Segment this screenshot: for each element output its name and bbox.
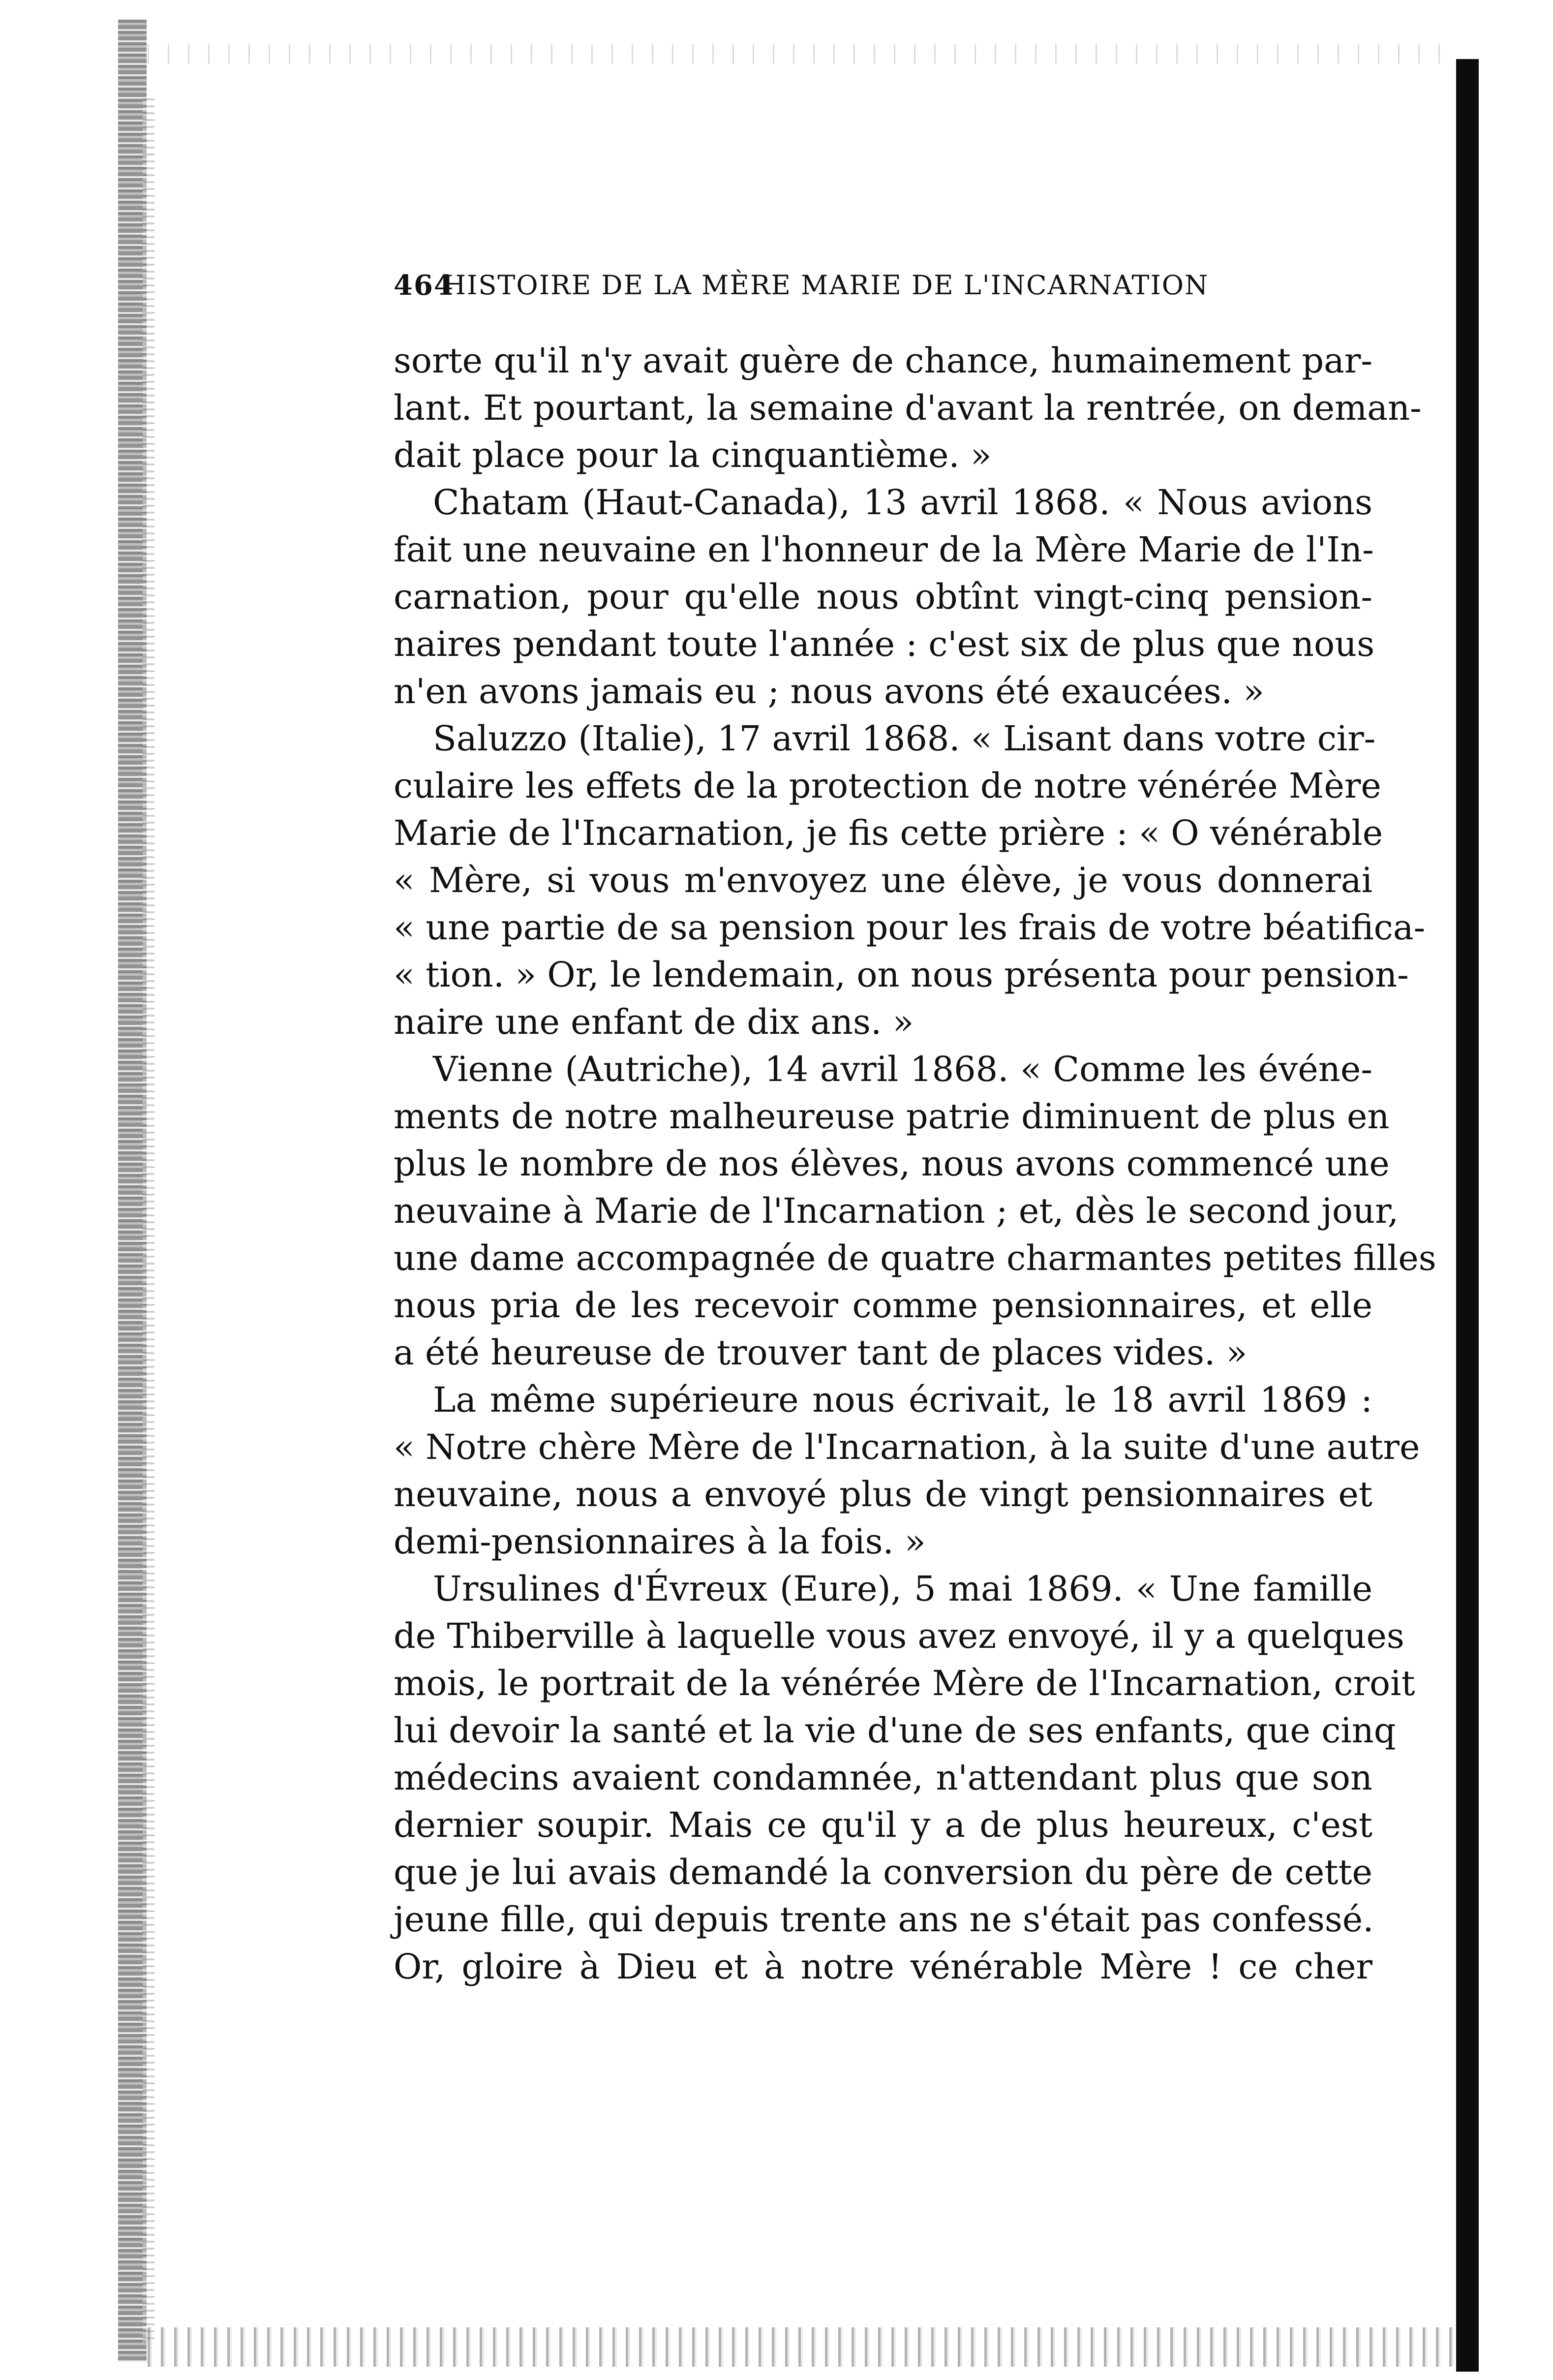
text-line: « tion. » Or, le lendemain, on nous présenta pour pension-	[394, 955, 1409, 995]
text-line: ments de notre malheureuse patrie diminuent de plus en	[394, 1096, 1390, 1137]
text-line: « Notre chère Mère de l'Incarnation, à la suite d'une autre	[394, 1427, 1420, 1467]
running-title: HISTOIRE DE LA MÈRE MARIE DE L'INCARNATION	[443, 270, 1209, 301]
text-line: mois, le portrait de la vénérée Mère de l'Incarnation, croit	[394, 1663, 1415, 1703]
text-line: a été heureuse de trouver tant de places vides. »	[394, 1332, 1248, 1373]
text-line: médecins avaient condamnée, n'attendant plus que son	[394, 1758, 1372, 1798]
text-line: dait place pour la cinquantième. »	[394, 435, 992, 475]
scan-top-noise	[148, 44, 1456, 64]
text-line: fait une neuvaine en l'honneur de la Mère Marie de l'In-	[394, 529, 1374, 570]
text-line: « une partie de sa pension pour les frais de votre béatifica-	[394, 907, 1426, 948]
text-line: nous pria de les recevoir comme pensionnaires, et elle	[394, 1285, 1372, 1326]
text-line: demi-pensionnaires à la fois. »	[394, 1521, 926, 1562]
text-line: lant. Et pourtant, la semaine d'avant la rentrée, on deman-	[394, 388, 1422, 428]
text-line: culaire les effets de la protection de notre vénérée Mère	[394, 766, 1381, 806]
scan-binding-shadow	[143, 98, 154, 2342]
text-line: Or, gloire à Dieu et à notre vénérable Mère ! ce cher	[394, 1947, 1372, 1987]
page-number: 464	[394, 269, 454, 302]
text-line: Vienne (Autriche), 14 avril 1868. « Comme les événe-	[433, 1049, 1372, 1089]
text-line: neuvaine, nous a envoyé plus de vingt pensionnaires et	[394, 1474, 1372, 1515]
scan-bottom-noise	[148, 2327, 1456, 2367]
text-line: lui devoir la santé et la vie d'une de ses enfants, que cinq	[394, 1710, 1396, 1751]
text-line: une dame accompagnée de quatre charmantes petites filles	[394, 1238, 1436, 1278]
text-line: jeune fille, qui depuis trente ans ne s'était pas confessé.	[394, 1899, 1374, 1940]
page-header	[394, 266, 1328, 305]
text-line: n'en avons jamais eu ; nous avons été exaucées. »	[394, 671, 1264, 711]
text-line: que je lui avais demandé la conversion du père de cette	[394, 1852, 1372, 1892]
text-line: naire une enfant de dix ans. »	[394, 1002, 914, 1042]
text-line: Marie de l'Incarnation, je fis cette prière : « O vénérable	[394, 813, 1383, 853]
text-line: plus le nombre de nos élèves, nous avons commencé une	[394, 1144, 1390, 1184]
text-line: Ursulines d'Évreux (Eure), 5 mai 1869. « Une famille	[433, 1569, 1372, 1609]
text-line: de Thiberville à laquelle vous avez envoyé, il y a quelques	[394, 1616, 1404, 1656]
text-line: naires pendant toute l'année : c'est six de plus que nous	[394, 624, 1375, 664]
body-text	[394, 337, 1436, 1990]
scan-right-border	[1456, 59, 1479, 2372]
text-line: sorte qu'il n'y avait guère de chance, humainement par-	[394, 340, 1372, 381]
text-line: Saluzzo (Italie), 17 avril 1868. « Lisant dans votre cir-	[433, 718, 1376, 759]
text-line: neuvaine à Marie de l'Incarnation ; et, dès le second jour,	[394, 1191, 1399, 1231]
text-line: dernier soupir. Mais ce qu'il y a de plus heureux, c'est	[394, 1805, 1372, 1845]
text-line: carnation, pour qu'elle nous obtînt vingt-cinq pension-	[394, 577, 1372, 617]
text-line: La même supérieure nous écrivait, le 18 avril 1869 :	[433, 1380, 1372, 1420]
text-line: « Mère, si vous m'envoyez une élève, je vous donnerai	[394, 860, 1372, 900]
text-line: Chatam (Haut-Canada), 13 avril 1868. « Nous avions	[433, 482, 1372, 523]
